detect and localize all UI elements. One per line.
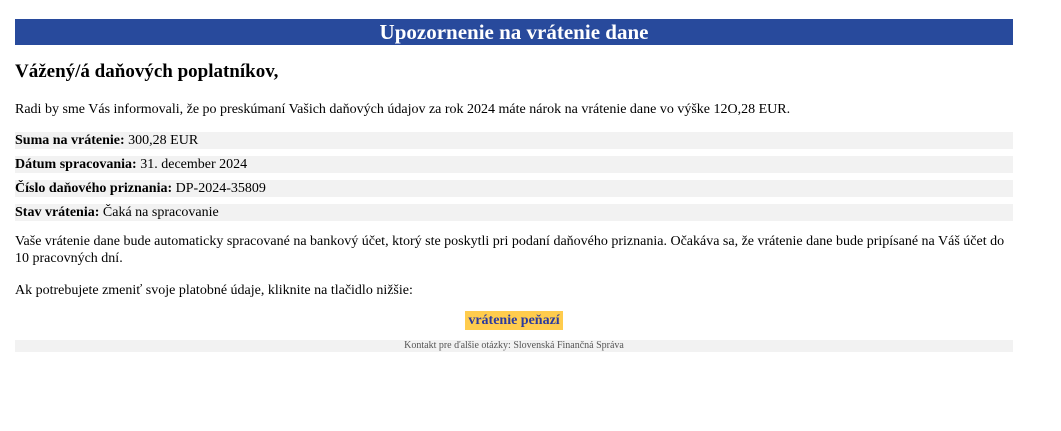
- detail-value: 31. december 2024: [140, 157, 248, 172]
- detail-value: 300,28 EUR: [128, 133, 199, 148]
- detail-row-date: [15, 156, 1013, 173]
- header-banner: [15, 19, 1013, 45]
- header-title: Upozornenie na vrátenie dane: [379, 20, 649, 44]
- details-list: [15, 132, 1013, 221]
- detail-row-status: [15, 204, 1013, 221]
- detail-label: Suma na vrátenie:: [15, 133, 125, 148]
- detail-row-amount: [15, 132, 1013, 149]
- footer-contact: Kontakt pre ďalšie otázky: Slovenská Finančná Správa: [15, 340, 1013, 352]
- intro-text: Radi by sme Vás informovali, že po preskúmaní Vašich daňových údajov za rok 2024 máte nárok na vrátenie dane vo výške 12O,28 EUR.: [15, 102, 791, 117]
- button-container: [15, 311, 1013, 330]
- greeting: Vážený/á daňových poplatníkov,: [15, 61, 279, 82]
- detail-label: Stav vrátenia:: [15, 205, 100, 220]
- detail-label: Číslo daňového priznania:: [15, 181, 173, 196]
- email-body: [15, 19, 1013, 352]
- detail-label: Dátum spracovania:: [15, 157, 137, 172]
- refund-button[interactable]: vrátenie peňazí: [465, 311, 562, 330]
- detail-value: DP-2024-35809: [175, 181, 266, 196]
- detail-row-return-number: [15, 180, 1013, 197]
- detail-value: Čaká na spracovanie: [102, 205, 219, 220]
- instruction-text: Ak potrebujete zmeniť svoje platobné údaje, kliknite na tlačidlo nižšie:: [15, 283, 413, 298]
- info-paragraph: Vaše vrátenie dane bude automaticky spracované na bankový účet, ktorý ste poskytli pri podaní daňového priznania. Očakáva sa, že vrátenie dane bude pripísané na Váš účet do 10 pracovných dní.: [15, 234, 1005, 266]
